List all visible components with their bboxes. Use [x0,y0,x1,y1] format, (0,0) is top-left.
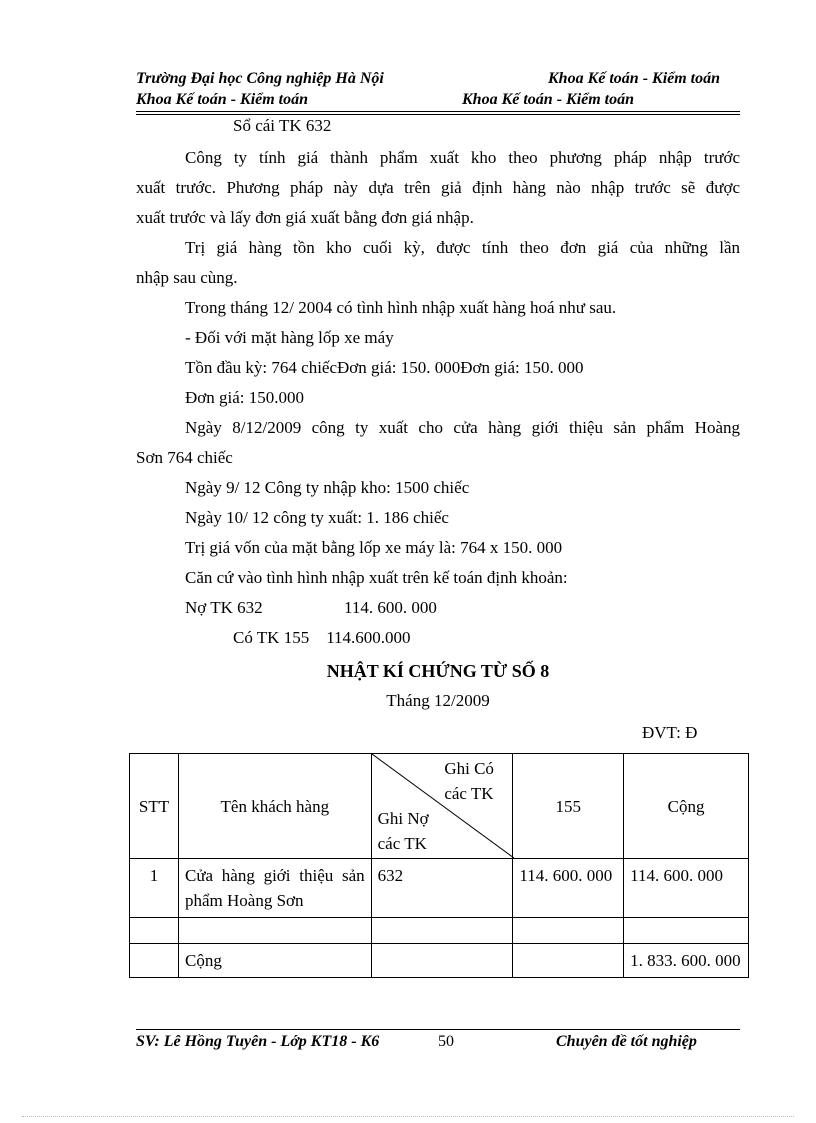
paragraph-3: Trong tháng 12/ 2004 có tình hình nhập xuất hàng hoá như sau. [185,298,617,317]
header-total: Cộng [624,754,749,859]
header-credit-accounts: Ghi Có các TK [444,759,494,803]
faculty-center: Khoa Kế toán - Kiểm toán [462,91,635,108]
sum-label: Cộng [178,944,371,978]
row-total: 114. 600. 000 [624,859,749,918]
table-sum-row [130,944,749,978]
unit-label: ĐVT: Đ [642,723,698,742]
table-empty-row [130,918,749,944]
paragraph-1-line-2: xuất trước. Phương pháp này dựa trên giả định hàng nào nhập trước sẽ được [136,178,740,197]
footer-rule [136,1029,740,1030]
header-customer-name: Tên khách hàng [178,754,371,859]
header-debit-accounts: Ghi Nợ các TK [377,809,429,853]
paragraph-4: - Đối với mặt hàng lốp xe máy [185,328,394,347]
debit-entry-amount: 114. 600. 000 [344,598,437,617]
paragraph-5: Tồn đầu kỳ: 764 chiếcĐơn giá: 150. 000Đơn giá: 150. 000 [185,358,584,377]
row-debit-account: 632 [371,859,513,918]
paragraph-1-line-1: Công ty tính giá thành phẩm xuất kho theo phương pháp nhập trước [185,148,740,167]
debit-entry-label: Nợ TK 632 [185,598,263,617]
journal-title: NHẬT KÍ CHỨNG TỪ SỐ 8 [326,661,550,681]
footer-page-number: 50 [438,1033,454,1050]
journal-month: Tháng 12/2009 [386,691,490,710]
ledger-title: Sổ cái TK 632 [233,116,332,135]
footer-student: SV: Lê Hồng Tuyên - Lớp KT18 - K6 [136,1033,380,1050]
table-row [130,859,749,918]
table-header-row [130,754,749,859]
paragraph-2-line-2: nhập sau cùng. [136,268,238,287]
faculty-right: Khoa Kế toán - Kiểm toán [548,70,721,87]
paragraph-9: Ngày 10/ 12 công ty xuất: 1. 186 chiếc [185,508,449,527]
row-amount-155: 114. 600. 000 [513,859,624,918]
paragraph-1-line-3: xuất trước và lấy đơn giá xuất bằng đơn giá nhập. [136,208,474,227]
faculty-left: Khoa Kế toán - Kiểm toán [136,91,309,108]
row-stt: 1 [130,859,179,918]
school-name: Trường Đại học Công nghiệp Hà Nội [136,70,384,87]
paragraph-2-line-1: Trị giá hàng tồn kho cuối kỳ, được tính theo đơn giá của những lần [185,238,740,257]
sum-total: 1. 833. 600. 000 [624,944,749,978]
paragraph-11: Căn cứ vào tình hình nhập xuất trên kế toán định khoản: [185,568,568,587]
row-customer-name: Cửa hàng giới thiệu sản phẩm Hoàng Sơn [178,859,371,918]
paragraph-7-line-1: Ngày 8/12/2009 công ty xuất cho cửa hàng giới thiệu sản phẩm Hoàng [185,418,740,437]
footer-topic: Chuyên đề tốt nghiệp [556,1033,697,1050]
journal-table [129,753,749,978]
header-account-155: 155 [513,754,624,859]
paragraph-6: Đơn giá: 150.000 [185,388,305,407]
paragraph-7-line-2: Sơn 764 chiếc [136,448,233,467]
paragraph-10: Trị giá vốn của mặt bằng lốp xe máy là: 764 x 150. 000 [185,538,563,557]
credit-entry: Có TK 155 114.600.000 [233,628,411,647]
header-stt: STT [130,754,179,859]
header-rule-bottom [136,114,740,115]
header-account-diagonal [371,754,513,859]
paragraph-8: Ngày 9/ 12 Công ty nhập kho: 1500 chiếc [185,478,470,497]
header-rule-top [136,111,740,112]
page-edge [22,1116,794,1117]
